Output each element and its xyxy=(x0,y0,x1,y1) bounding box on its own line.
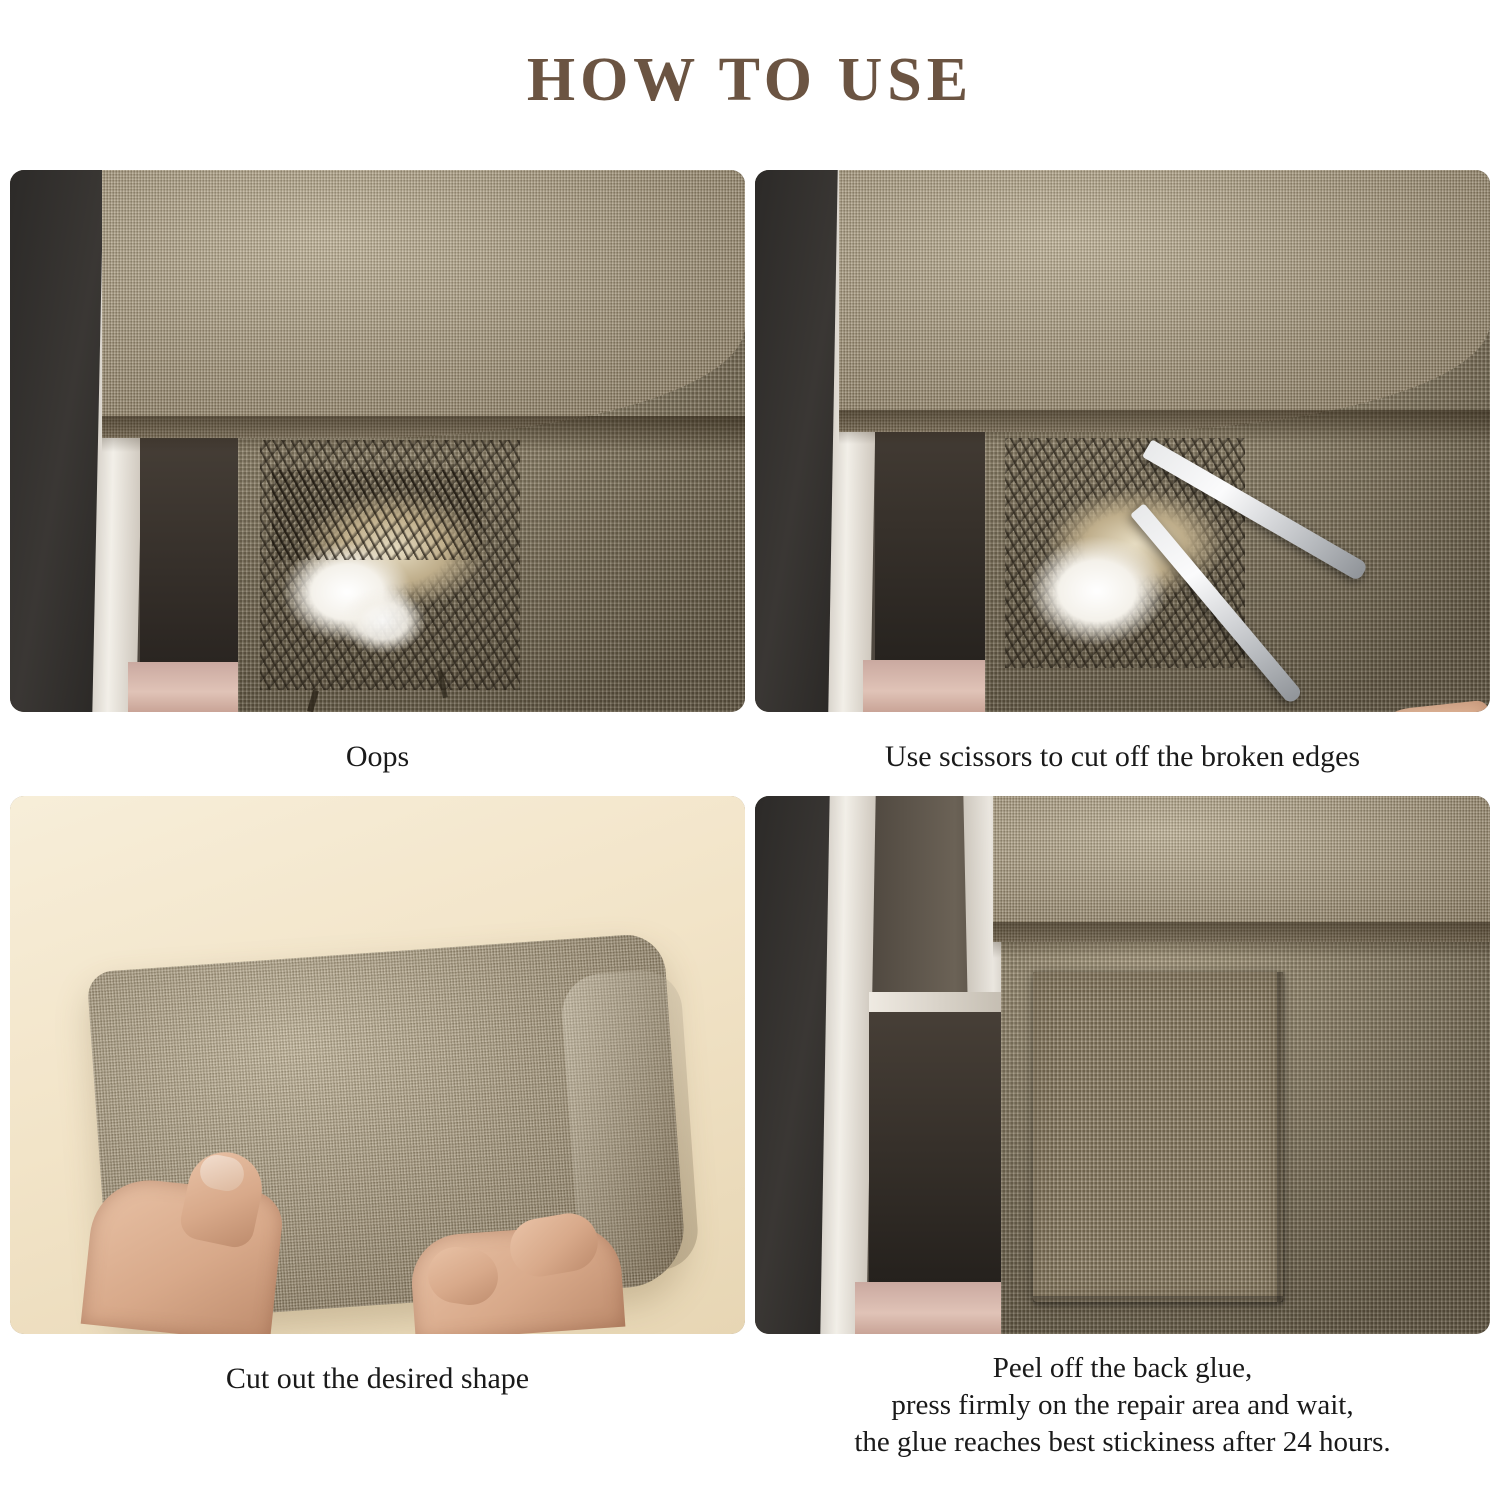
step-4-caption-line-2: press firmly on the repair area and wait, xyxy=(891,1389,1354,1422)
patch-right-shadow xyxy=(1277,972,1287,1302)
stuffing-fluff xyxy=(1027,536,1167,646)
sofa-cushion-top xyxy=(993,796,1490,942)
sofa-cushion-top xyxy=(102,170,745,438)
step-4 xyxy=(755,796,1490,1461)
frayed-threads-top xyxy=(272,470,482,560)
shelf-edge xyxy=(869,992,1011,1012)
step-4-caption-line-1: Peel off the back glue, xyxy=(992,1351,1253,1384)
photo-cutting-repair-patch-to-shape xyxy=(10,796,745,1334)
step-4-caption xyxy=(755,1334,1490,1461)
step-1-caption: Oops xyxy=(345,739,410,773)
step-3 xyxy=(10,796,745,1461)
floor xyxy=(855,1282,1021,1334)
cushion-seam-shadow xyxy=(993,922,1490,958)
step-4-caption-line-3: the glue reaches best stickiness after 24 hours. xyxy=(854,1426,1391,1459)
shelf-interior xyxy=(869,1012,1011,1282)
step-2 xyxy=(755,170,1490,776)
sofa-cushion-top xyxy=(839,170,1490,432)
door-frame-left xyxy=(820,796,875,1334)
patch-bottom-shadow xyxy=(1033,1296,1283,1308)
how-to-use-infographic xyxy=(0,42,1500,1495)
photo-trimming-broken-edges-with-scissors xyxy=(755,170,1490,712)
steps-grid xyxy=(10,170,1490,1462)
step-2-caption: Use scissors to cut off the broken edges xyxy=(884,739,1361,773)
stuffing-fluff-lower xyxy=(340,588,426,654)
step-1 xyxy=(10,170,745,776)
patch-edge-shading xyxy=(1033,972,1283,1302)
photo-patch-applied-to-repair-area xyxy=(755,796,1490,1334)
photo-damaged-sofa-corner xyxy=(10,170,745,712)
step-3-caption: Cut out the desired shape xyxy=(225,1361,530,1395)
page-title: HOW TO USE xyxy=(526,45,974,114)
